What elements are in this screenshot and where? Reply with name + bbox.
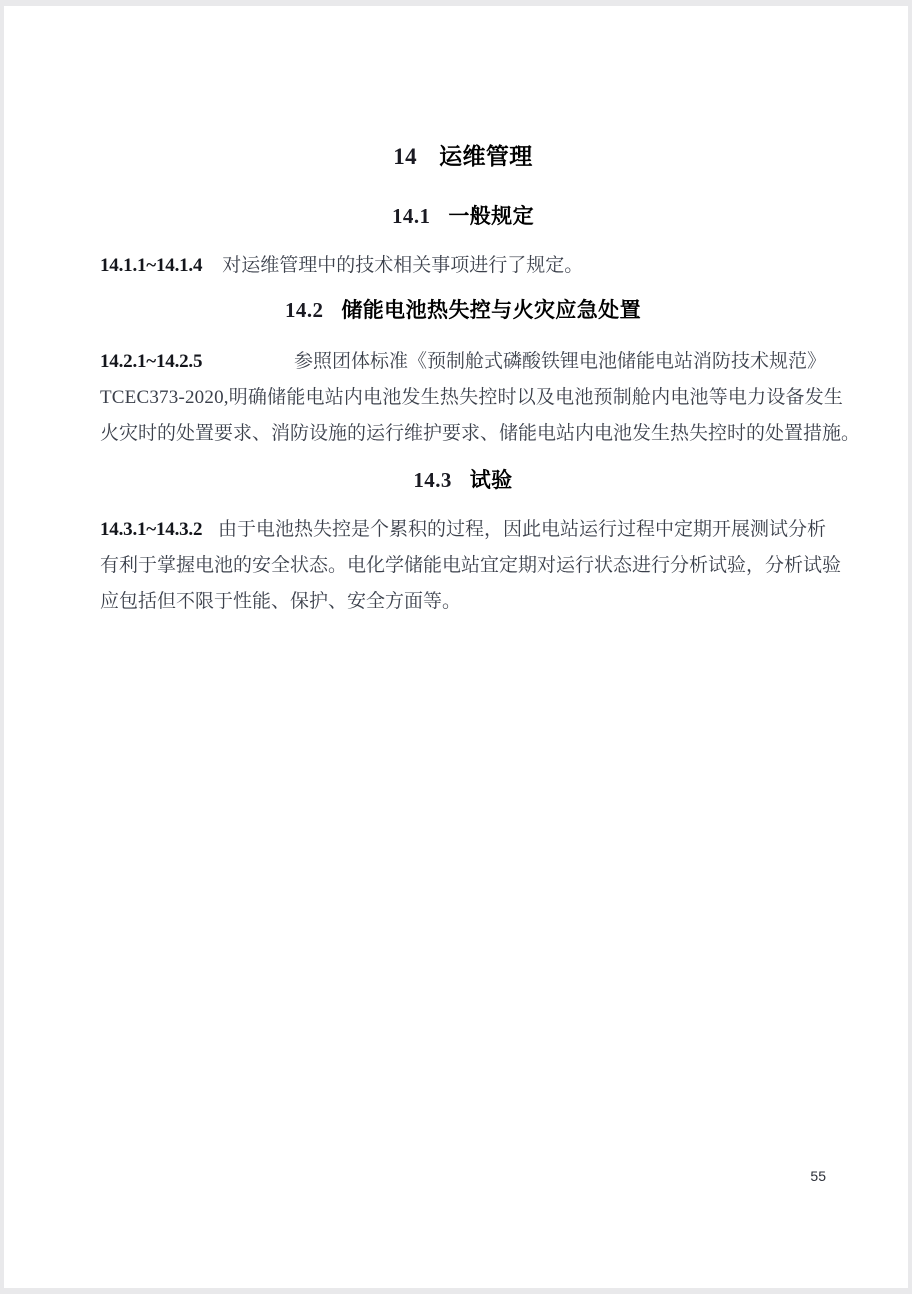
section-title-14-2: 储能电池热失控与火灾应急处置 — [341, 298, 641, 322]
paragraph-text: 对运维管理中的技术相关事项进行了规定。 — [222, 255, 584, 276]
chapter-number: 14 — [393, 144, 418, 169]
clause-range-label: 14.1.1~14.1.4 — [100, 255, 203, 276]
document-page — [4, 6, 908, 1288]
chapter-title: 运维管理 — [439, 144, 533, 170]
section-number-14-1: 14.1 — [392, 204, 431, 228]
paragraph-line: 应包括但不限于性能、保护、安全方面等。 — [100, 591, 462, 612]
section-heading-14-3 — [100, 464, 826, 494]
paragraph-14-2 — [100, 344, 861, 452]
paragraph-line: 有利于掌握电池的安全状态。电化学储能电站宜定期对运行状态进行分析试验，分析试验 — [100, 555, 842, 576]
section-heading-14-1 — [100, 200, 826, 230]
paragraph-line: TCEC373-2020,明确储能电站内电池发生热失控时以及电池预制舱内电池等电力设备发生 — [100, 387, 844, 408]
paragraph-line — [100, 344, 826, 380]
section-number-14-3: 14.3 — [413, 468, 452, 492]
paragraph-line: 火灾时的处置要求、消防设施的运行维护要求、储能电站内电池发生热失控时的处置措施。 — [100, 423, 861, 444]
section-title-14-1: 一般规定 — [448, 204, 534, 228]
paragraph-line — [100, 512, 826, 548]
chapter-heading — [100, 138, 826, 171]
clause-range-label: 14.3.1~14.3.2 — [100, 519, 203, 540]
paragraph-14-3 — [100, 512, 842, 620]
paragraph-text: 参照团体标准《预制舱式磷酸铁锂电池储能电站消防技术规范》 — [293, 351, 826, 372]
section-title-14-3: 试验 — [469, 468, 513, 492]
clause-range-label: 14.2.1~14.2.5 — [100, 351, 203, 372]
paragraph-text: 由于电池热失控是个累积的过程，因此电站运行过程中定期开展测试分析 — [217, 519, 826, 540]
page-number: 55 — [810, 1168, 826, 1184]
paragraph-14-1 — [100, 248, 826, 284]
section-number-14-2: 14.2 — [285, 298, 324, 322]
section-heading-14-2 — [100, 294, 826, 324]
paragraph-line — [100, 248, 826, 284]
